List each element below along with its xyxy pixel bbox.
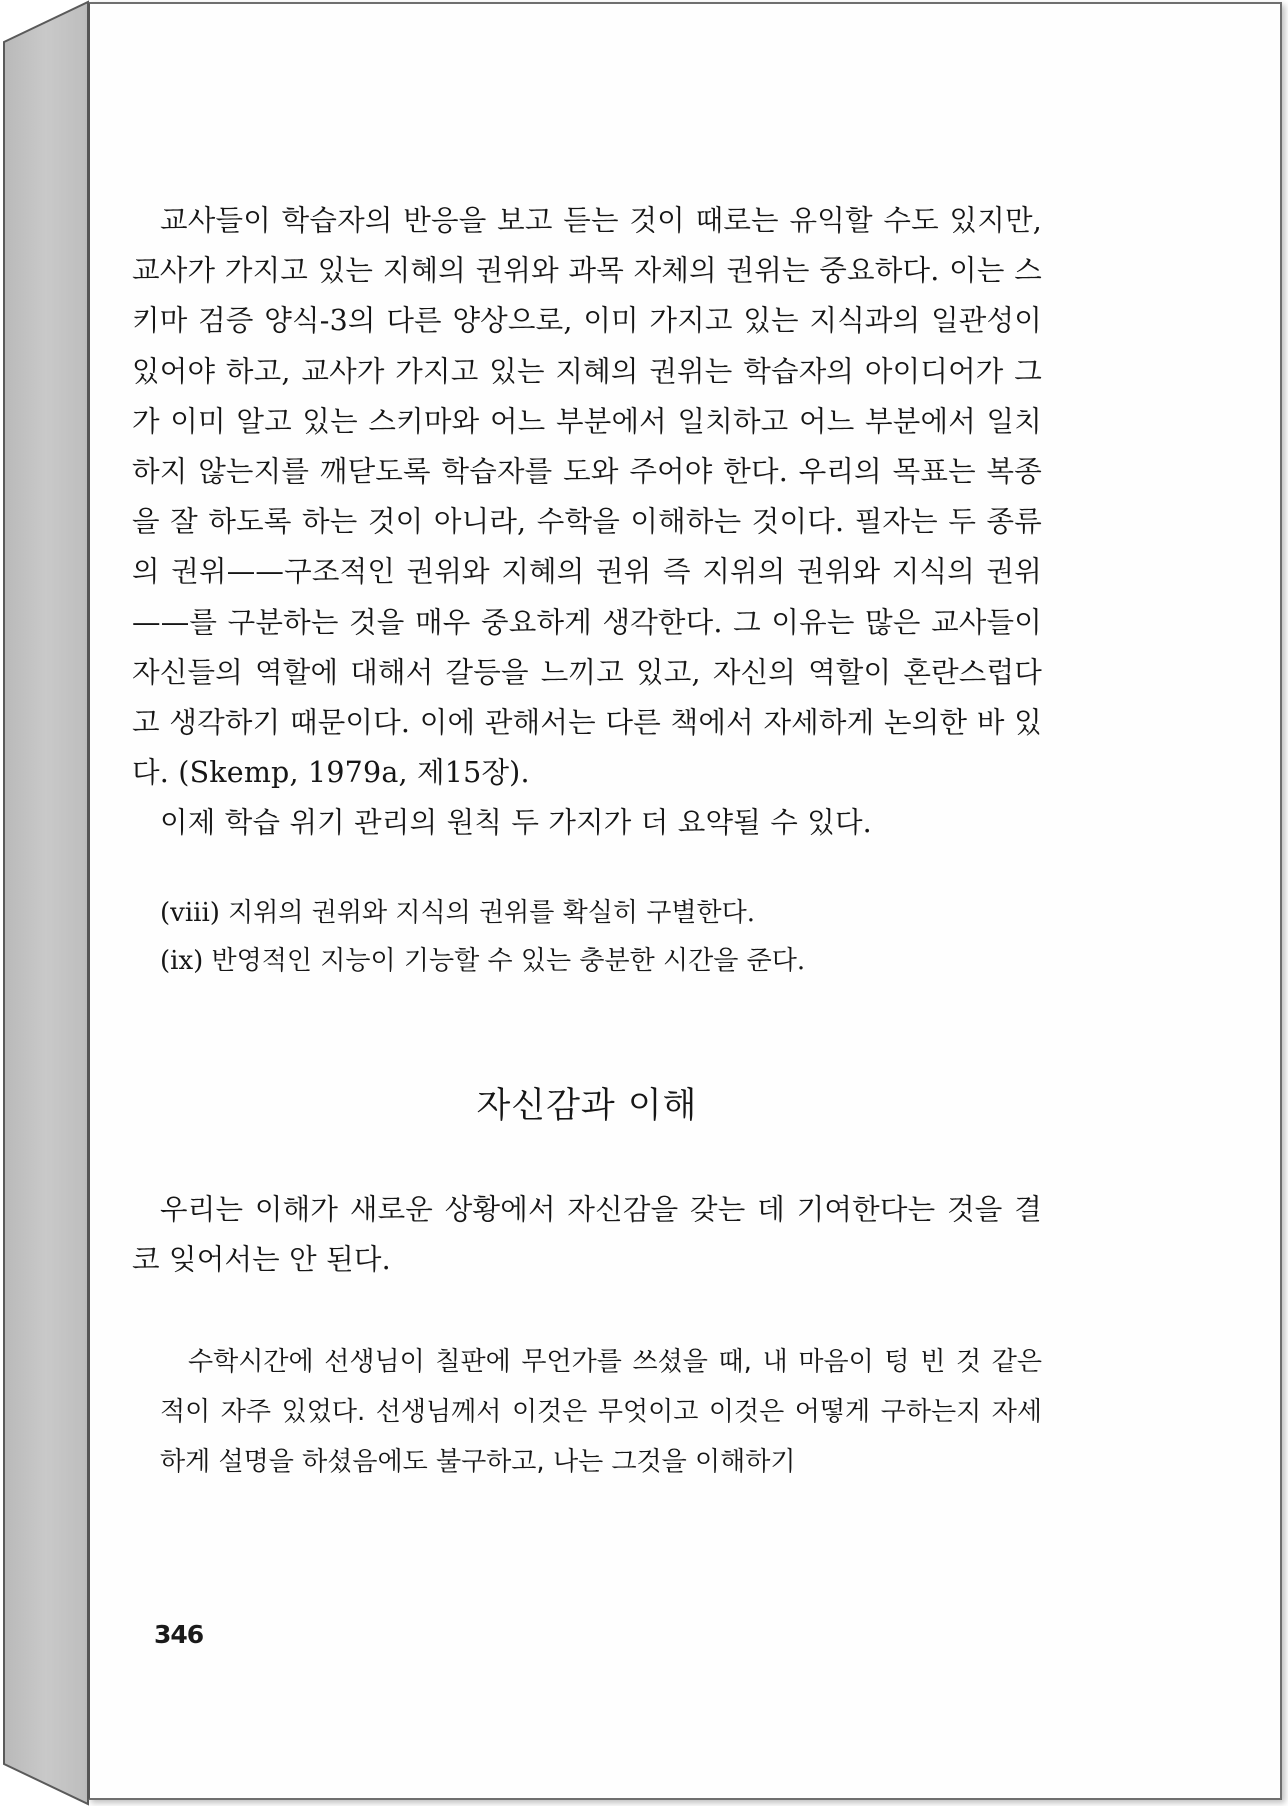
page-number: 346 [154,1620,204,1649]
book-spine [0,0,92,1806]
list-item: (viii) 지위의 권위와 지식의 권위를 확실히 구별한다. [160,897,755,928]
body-paragraph: 이제 학습 위기 관리의 원칙 두 가지가 더 요약될 수 있다. [160,806,872,840]
body-paragraph: 교사들이 학습자의 반응을 보고 듣는 것이 때로는 유익할 수도 있지만, 교사가 가지고 있는 지혜의 권위와 과목 자체의 권위는 중요하다. 이는 스키마 검증 양식-3의 다른 양상으로, 이미 가지고 있는 지식과의 일관성이 있어야 하고, 교사가 가지고 있는 지혜의 권위는 학습자의 아이디어가 그가 이미 알고 있는 스키마와 어느 부분에서 일치하고 어느 부분에서 일치하지 않는지를 깨닫도록 학습자를 도와 주어야 한다. 우리의 목표는 복종을 잘 하도록 하는 것이 아니라, 수학을 이해하는 것이다. 필자는 두 종류의 권위——구조적인 권위와 지혜의 권위 즉 지위의 권위와 지식의 권위——를 구분하는 것을 매우 중요하게 생각한다. 그 이유는 많은 교사들이 자신들의 역할에 대해서 갈등을 느끼고 있고, 자신의 역할이 혼란스럽다고 생각하기 때문이다. 이에 관해서는 다른 책에서 자세하게 논의한 바 있다. (Skemp, 1979a, 제15장). [132,204,1042,790]
page-body [132,196,1042,1487]
list-item: (ix) 반영적인 지능이 기능할 수 있는 충분한 시간을 준다. [160,945,806,976]
principles-list [132,889,1042,985]
section-paragraph: 우리는 이해가 새로운 상황에서 자신감을 갖는 데 기여한다는 것을 결코 잊어서는 안 된다. [132,1192,1042,1276]
section-title: 자신감과 이해 [476,1085,698,1126]
block-quote: 수학시간에 선생님이 칠판에 무언가를 쓰셨을 때, 내 마음이 텅 빈 것 같은 적이 자주 있었다. 선생님께서 이것은 무엇이고 이것은 어떻게 구하는지 자세하게 설명을 하셨음에도 불구하고, 나는 그것을 이해하기 [160,1347,1042,1478]
